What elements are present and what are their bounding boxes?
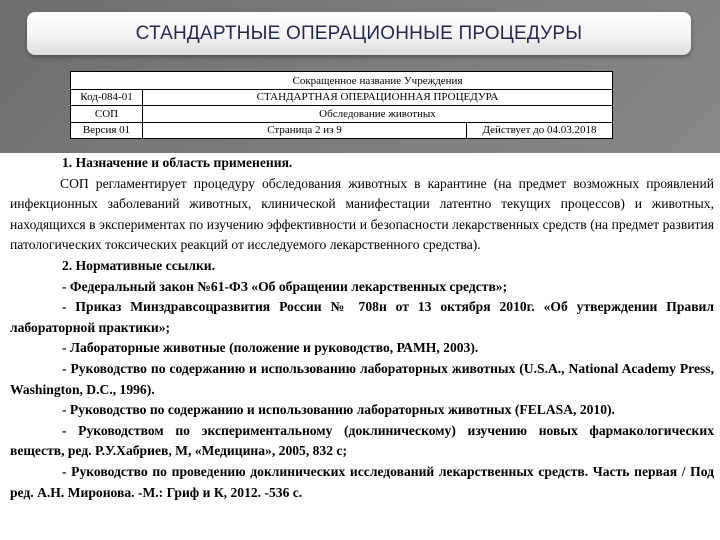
reference-item: - Приказ Минздравсоцразвития России № 708н от 13 октября 2010г. «Об утверждении Правил лабораторной практики»; — [10, 299, 714, 335]
sop-label: СОП — [94, 107, 119, 120]
reference-item: - Лабораторные животные (положение и руководство, РАМН, 2003). — [62, 340, 479, 356]
reference-item: - Руководство по проведению доклинических исследований лекарственных средств. Часть первая / Под ред. А.Н. Миронова. -М.: Гриф и К, 2012. -536 с. — [10, 463, 714, 500]
slide-title-bar — [27, 12, 691, 55]
institution-name: Сокращенное название Учреждения — [292, 74, 463, 87]
slide-title: СТАНДАРТНЫЕ ОПЕРАЦИОННЫЕ ПРОЦЕДУРЫ — [135, 22, 583, 44]
valid-until: Действует до 04.03.2018 — [482, 124, 597, 136]
sop-code: Код-084-01 — [80, 91, 133, 103]
section-1-heading: 1. Назначение и область применения. — [62, 155, 293, 170]
reference-item: - Руководство по содержанию и использованию лабораторных животных (U.S.A., National Academy Press, Washington, D.C., 1996). — [10, 360, 714, 397]
page-indicator: Страница 2 из 9 — [267, 124, 342, 136]
sop-header-table — [70, 71, 613, 139]
section-1-text: СОП регламентирует процедуру обследования животных в карантине (на предмет возможных проявлений инфекционных заболеваний животных, клинической манифестации латентно текущих процессов) и животных, находящихся в экспериментах по изучению эффективности и безопасности лекарственных средств (на предмет развития патологических токсических реакций от исследуемого лекарственного средства). — [10, 175, 714, 253]
sop-subject: Обследование животных — [319, 107, 436, 120]
reference-item: - Руководством по экспериментальному (доклиническому) изучению новых фармакологических веществ, ред. Р.У.Хабриев, М, «Медицина», 2005, 832 с; — [10, 422, 714, 459]
section-2-heading: 2. Нормативные ссылки. — [62, 257, 216, 273]
reference-item: - Федеральный закон №61-ФЗ «Об обращении лекарственных средств»; — [62, 278, 508, 294]
document-page — [0, 153, 720, 540]
sop-version: Версия 01 — [82, 124, 131, 136]
reference-item: - Руководство по содержанию и использованию лабораторных животных (FELASA, 2010). — [62, 402, 615, 418]
sop-title: СТАНДАРТНАЯ ОПЕРАЦИОННАЯ ПРОЦЕДУРА — [256, 91, 499, 103]
